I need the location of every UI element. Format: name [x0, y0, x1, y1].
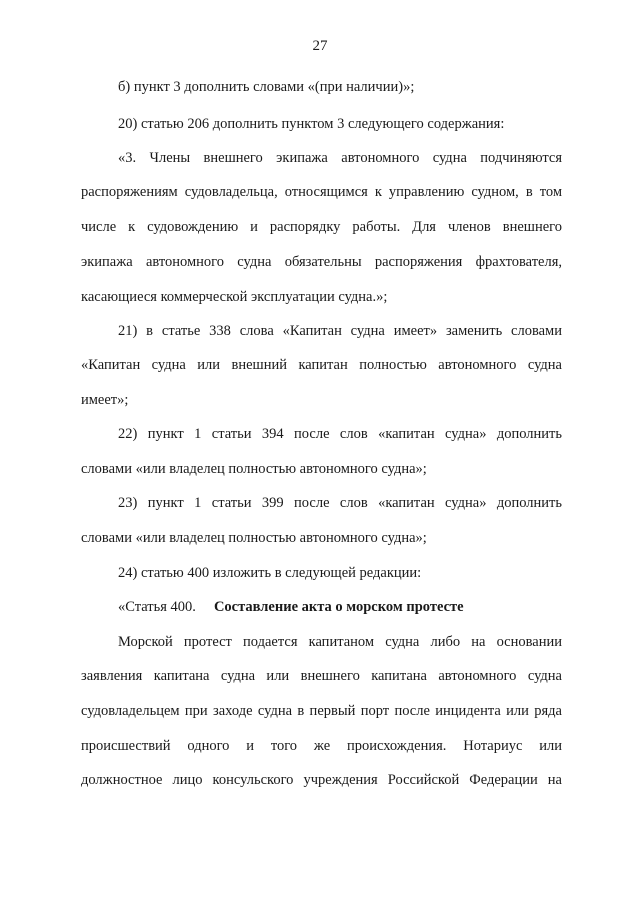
text-line: 20) статью 206 дополнить пунктом 3 следующего содержания:: [118, 116, 505, 132]
text-line: словами «или владелец полностью автономного судна»;: [81, 530, 427, 546]
body-line: должностное лицо консульского учреждения Российской Федерации на: [81, 772, 562, 788]
text-line: распоряжениям судовладельца, относящимся к управлению судном, в том: [81, 184, 562, 200]
text-line: словами «или владелец полностью автономного судна»;: [81, 461, 427, 477]
body-line: судовладельцем при заходе судна в первый порт после инцидента или ряда: [81, 703, 562, 719]
article-heading: [118, 598, 562, 616]
text-line: 23) пункт 1 статьи 399 после слов «капитан судна» дополнить: [118, 495, 562, 511]
page-number: 27: [312, 38, 328, 54]
text-line: имеет»;: [81, 392, 129, 408]
text-line: «3. Члены внешнего экипажа автономного судна подчиняются: [118, 150, 562, 166]
text-line: касающиеся коммерческой эксплуатации судна.»;: [81, 289, 388, 305]
text-line: 24) статью 400 изложить в следующей редакции:: [118, 565, 422, 581]
body-line: Морской протест подается капитаном судна либо на основании: [118, 634, 562, 650]
body-line: происшествий одного и того же происхождения. Нотариус или: [81, 738, 562, 754]
body-line: заявления капитана судна или внешнего капитана автономного судна: [81, 668, 562, 684]
text-line: числе к судовождению и распорядку работы. Для членов внешнего: [81, 219, 562, 235]
article-prefix: «Статья 400.: [118, 599, 196, 615]
article-title: Составление акта о морском протесте: [213, 599, 464, 615]
text-line: 21) в статье 338 слова «Капитан судна имеет» заменить словами: [118, 323, 562, 339]
text-line: 22) пункт 1 статьи 394 после слов «капитан судна» дополнить: [118, 426, 562, 442]
text-line: «Капитан судна или внешний капитан полностью автономного судна: [81, 357, 562, 373]
text-line: б) пункт 3 дополнить словами «(при наличии)»;: [118, 79, 415, 95]
text-line: экипажа автономного судна обязательны распоряжения фрахтователя,: [81, 254, 562, 270]
